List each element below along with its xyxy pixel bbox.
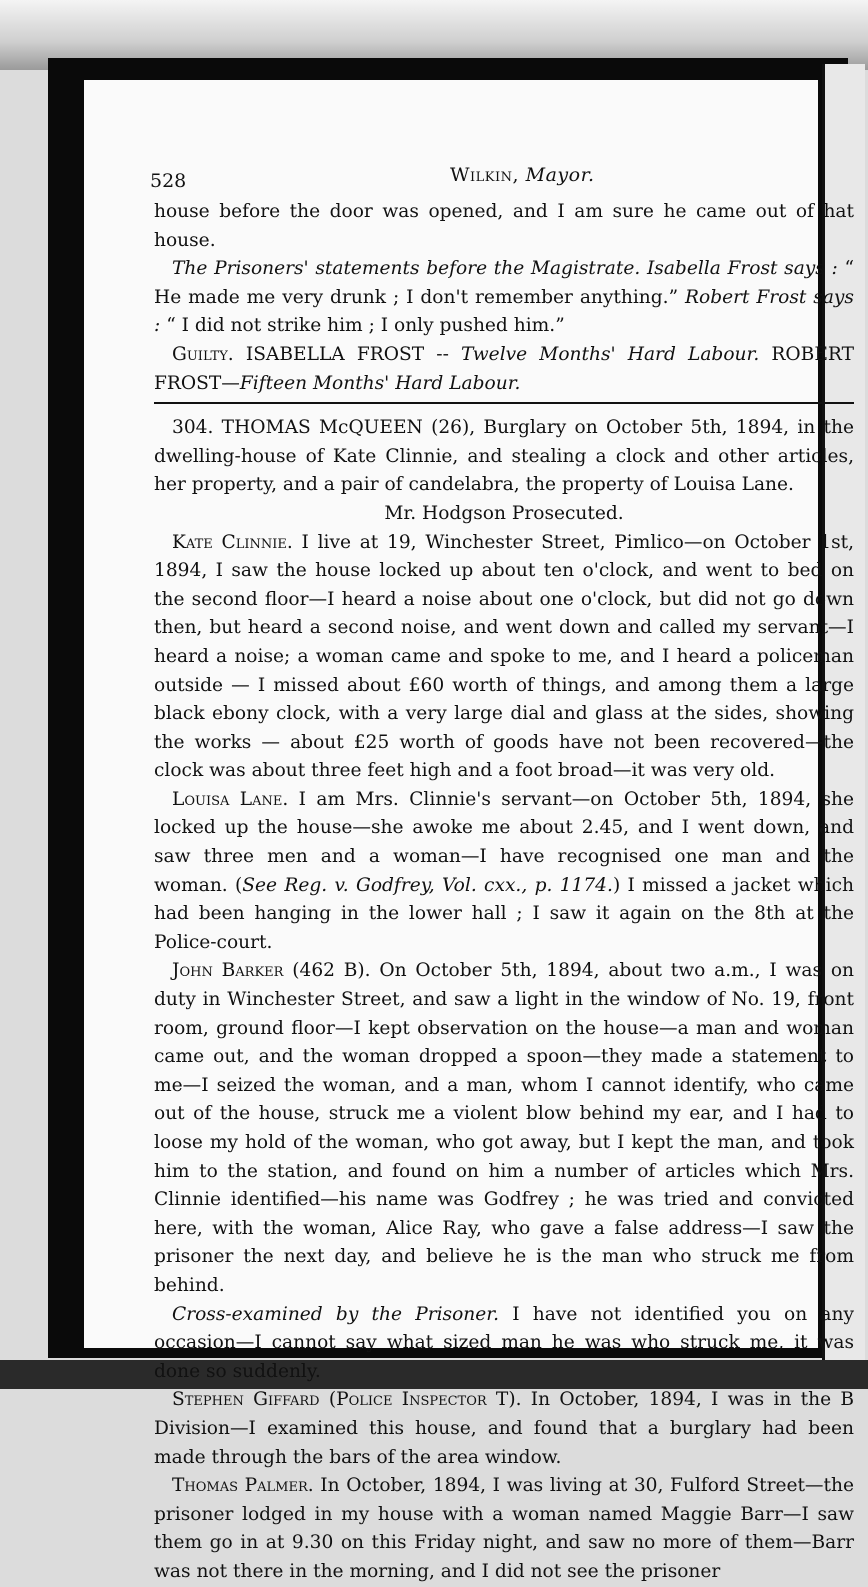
- witness-text: ) I missed a jacket which had been hanging in the lower hall ; I saw it again on the 8th at the Police-court.: [154, 874, 854, 953]
- section-divider: [154, 402, 854, 404]
- page-header: [150, 164, 810, 194]
- cross-examination: [154, 1301, 854, 1387]
- running-head-name: Wilkin,: [450, 164, 520, 186]
- witness-text: I live at 19, Winchester Street, Pimlico—on October 1st, 1894, I saw the house locked up about ten o'clock, and went to bed on the second floor—I heard a noise about one o'clock, but did not go down then, but heard a second noise, and went down and called my servant—I heard a noise; a woman came and spoke to me, and I heard a policeman outside — I missed about £60 worth of things, and among them a large black ebony clock, with a very large dial and glass at the sides, showing the works — about £25 worth of goods have not been recovered—the clock was about three feet high and a foot broad—it was very old.: [154, 531, 854, 782]
- page-number: 528: [150, 170, 187, 192]
- paragraph-continuation: house before the door was opened, and I am sure he came out of hat house.: [154, 201, 854, 251]
- robert-statement: “ I did not strike him ; I only pushed him.”: [166, 315, 565, 337]
- statements-label: The Prisoners' statements before the Magistrate. Isabella Frost says :: [172, 258, 838, 280]
- robert-label: Robert Frost says :: [154, 286, 854, 337]
- witness-name: Louisa Lane.: [172, 788, 289, 810]
- verdict-isabella: ISABELLA FROST --: [245, 343, 462, 365]
- testimony-stephen-giffard: [154, 1386, 854, 1472]
- prisoner-statements: [154, 255, 854, 341]
- witness-name: Kate Clinnie.: [172, 531, 293, 553]
- witness-text: In October, 1894, I was living at 30, Fulford Street—the prisoner lodged in my house with a woman named Maggie Barr—I saw them go in at 9.30 on this Friday night, and saw no more of them—Barr was not there in the morning, and I did not see the prisoner: [154, 1475, 854, 1582]
- page-body: [154, 198, 854, 1587]
- witness-name: Thomas Palmer.: [172, 1475, 314, 1497]
- prosecution-line: Mr. Hodgson Prosecuted.: [384, 502, 624, 524]
- case-intro: 304. THOMAS McQUEEN (26), Burglary on October 5th, 1894, in the dwelling-house of Kate Clinnie, and stealing a clock and other articles, her property, and a pair of candelabra, the property of Louisa Lane.: [154, 417, 854, 496]
- cross-text: I have not identified you on any occasion—I cannot say what sized man he was who struck me, it was done so suddenly.: [154, 1303, 854, 1382]
- case-reference: See Reg. v. Godfrey, Vol. cxx., p. 1174.: [242, 874, 613, 896]
- running-head-title: Mayor.: [525, 164, 595, 186]
- testimony-louisa-lane: [154, 786, 854, 958]
- witness-name: Stephen Giffard (Police Inspector T).: [172, 1389, 522, 1411]
- running-head: [450, 164, 595, 186]
- book-page: [84, 80, 854, 1582]
- verdict-robert-sentence: Fifteen Months' Hard Labour.: [239, 372, 521, 394]
- witness-text: In October, 1894, I was in the B Division—I examined this house, and found that a burglary had been made through the bars of the area window.: [154, 1389, 854, 1468]
- witness-text: I am Mrs. Clinnie's servant—on October 5th, 1894, she locked up the house—she awoke me about 2.45, and I went down, and saw three men and a woman—I have recognised one man and the woman. (: [154, 788, 854, 896]
- verdict: [154, 341, 854, 398]
- witness-name: John Barker (462 B).: [172, 960, 371, 982]
- verdict-robert: ROBERT FROST—: [154, 343, 854, 394]
- verdict-guilty: Guilty.: [172, 343, 234, 365]
- verdict-isabella-sentence: Twelve Months' Hard Labour.: [461, 343, 760, 365]
- testimony-kate-clinnie: [154, 529, 854, 786]
- testimony-john-barker: [154, 957, 854, 1300]
- isabella-statement: “ He made me very drunk ; I don't remember anything.”: [154, 258, 854, 308]
- witness-text: On October 5th, 1894, about two a.m., I was on duty in Winchester Street, and saw a light in the window of No. 19, front room, ground floor—I kept observation on the house—a man and woman came out, and the woman dropped a spoon—they made a statement to me—I seized the woman, and a man, whom I cannot identify, who came out of the house, struck me a violent blow behind my ear, and I had to loose my hold of the woman, who got away, but I kept the man, and took him to the station, and found on him a number of articles which Mrs. Clinnie identified—his name was Godfrey ; he was tried and convicted here, with the woman, Alice Ray, who gave a false address—I saw the prisoner the next day, and believe he is the man who struck me from behind.: [154, 960, 854, 1296]
- testimony-thomas-palmer: [154, 1472, 854, 1586]
- cross-label: Cross-examined by the Prisoner.: [172, 1303, 500, 1325]
